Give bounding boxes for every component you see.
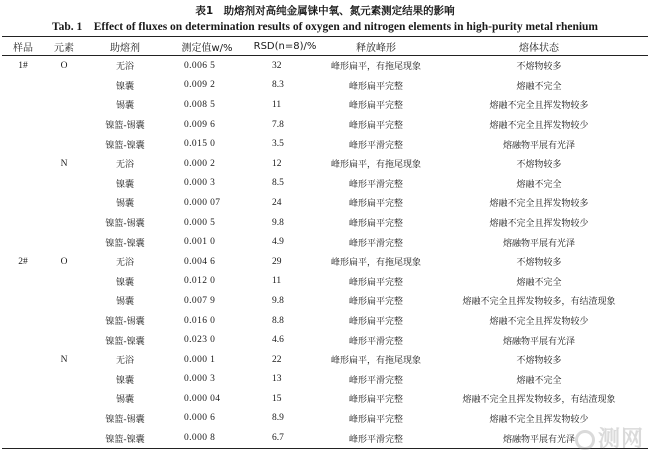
cell-peak: 峰形扁平完整 (348, 219, 403, 230)
cell-peak: 峰形扁平，有拖尾现象 (330, 356, 421, 367)
cell-rsd: 32 (272, 60, 282, 71)
header-element: 元素 (44, 37, 84, 56)
cell-state: 熔融不完全且挥发物较少 (489, 219, 589, 230)
cell-flux: 无浴 (115, 160, 134, 171)
cell-flux: 镍篮-锡囊 (105, 317, 145, 328)
cell-state: 熔融物平展有光泽 (430, 428, 648, 448)
cell-element (44, 193, 84, 213)
cell-peak: 峰形扁平完整 (348, 81, 403, 92)
cell-element (44, 272, 84, 292)
cell-rsd: 11 (272, 276, 282, 287)
header-peak: 释放峰形 (322, 37, 430, 56)
cell-state: 不熔物较多 (516, 258, 562, 269)
cell-value: 0.000 07 (184, 197, 221, 208)
cell-flux: 镍篮-镍囊 (105, 140, 145, 151)
cell-rsd: 3.5 (272, 139, 284, 150)
cell-sample (2, 330, 44, 350)
cell-rsd: 8.3 (272, 80, 284, 91)
cell-sample (2, 350, 44, 370)
table-row (2, 311, 648, 331)
cell-rsd: 29 (272, 256, 282, 267)
cell-flux: 无浴 (115, 356, 134, 367)
header-state: 熔体状态 (430, 37, 648, 56)
cell-rsd: 8.5 (272, 178, 284, 189)
cell-sample (2, 311, 44, 331)
cell-element (44, 330, 84, 350)
cell-state: 熔融物平展有光泽 (502, 140, 575, 151)
table-row (2, 252, 648, 272)
cell-rsd: 24 (272, 197, 282, 208)
table-caption-cn: 表1 助熔剂对高纯金属铼中氧、氮元素测定结果的影响 (195, 5, 455, 17)
cell-element (44, 291, 84, 311)
cell-value: 0.000 6 (184, 413, 216, 424)
cell-sample (2, 370, 44, 390)
table-row (2, 56, 648, 76)
cell-value: 0.008 5 (184, 99, 216, 110)
cell-sample (2, 115, 44, 135)
cell-sample (2, 76, 44, 96)
cell-peak: 峰形扁平完整 (348, 199, 403, 210)
cell-sample: 1# (18, 60, 28, 71)
cell-element (44, 213, 84, 233)
cell-element (44, 115, 84, 135)
cell-peak: 峰形扁平，有拖尾现象 (330, 258, 421, 269)
cell-sample (2, 428, 44, 448)
cell-value: 0.007 9 (184, 295, 216, 306)
cell-element (44, 370, 84, 390)
cell-sample (2, 272, 44, 292)
cell-peak: 峰形扁平完整 (348, 121, 403, 132)
cell-value: 0.004 6 (184, 256, 216, 267)
cell-rsd: 15 (272, 393, 282, 404)
table-row (2, 213, 648, 233)
table-row (2, 174, 648, 194)
cell-sample (2, 95, 44, 115)
cell-rsd: 9.8 (272, 217, 284, 228)
cell-peak: 峰形平滑完整 (348, 336, 403, 347)
cell-sample: 2# (18, 256, 28, 267)
cell-flux: 无浴 (115, 258, 134, 269)
table-row (2, 154, 648, 174)
table-row (2, 272, 648, 292)
cell-state: 熔融不完全且挥发物较少 (489, 414, 589, 425)
table-row (2, 134, 648, 154)
cell-element (44, 76, 84, 96)
cell-peak: 峰形扁平完整 (348, 414, 403, 425)
cell-flux: 镍囊 (115, 277, 134, 288)
cell-state: 不熔物较多 (516, 356, 562, 367)
cell-element (44, 311, 84, 331)
watermark (575, 422, 644, 453)
table-row (2, 76, 648, 96)
cell-flux: 镍囊 (115, 81, 134, 92)
cell-peak: 峰形扁平完整 (348, 101, 403, 112)
cell-peak: 峰形平滑完整 (348, 140, 403, 151)
cell-flux: 镍篮-镍囊 (105, 238, 145, 249)
cell-sample (2, 389, 44, 409)
cell-sample (2, 174, 44, 194)
table-row (2, 291, 648, 311)
cell-state: 熔融不完全且挥发物较多 (489, 199, 589, 210)
cell-value: 0.000 8 (166, 428, 248, 448)
cell-rsd: 4.6 (272, 335, 284, 346)
table-row (2, 409, 648, 429)
cell-element: O (60, 60, 68, 71)
table-row (2, 95, 648, 115)
cell-element (44, 232, 84, 252)
cell-flux: 锡囊 (115, 395, 134, 406)
cell-state: 熔融不完全 (516, 179, 562, 190)
cell-flux: 镍囊 (115, 375, 134, 386)
cell-rsd: 12 (272, 158, 282, 169)
header-flux: 助熔剂 (84, 37, 166, 56)
results-table (2, 36, 648, 449)
cell-value: 0.000 04 (184, 393, 221, 404)
cell-value: 0.000 3 (184, 178, 216, 189)
cell-value: 0.016 0 (184, 315, 216, 326)
cell-value: 0.000 3 (184, 374, 216, 385)
table-row (2, 350, 648, 370)
cell-value: 0.000 5 (184, 217, 216, 228)
cell-value: 0.006 5 (184, 60, 216, 71)
cell-flux: 无浴 (115, 62, 134, 73)
cell-state: 熔融不完全且挥发物较多 (489, 101, 589, 112)
cell-rsd: 6.7 (248, 428, 322, 448)
cell-value: 0.001 0 (184, 237, 216, 248)
cell-peak: 峰形平滑完整 (322, 428, 430, 448)
cell-flux: 镍囊 (115, 179, 134, 190)
table-row (2, 389, 648, 409)
cell-value: 0.012 0 (184, 276, 216, 287)
watermark-text: 测网 (597, 427, 644, 452)
cell-element (44, 428, 84, 448)
cell-state: 不熔物较多 (516, 160, 562, 171)
cell-state: 熔融不完全且挥发物较少 (489, 317, 589, 328)
cell-flux: 锡囊 (115, 297, 134, 308)
cell-flux: 镍篮-镍囊 (84, 428, 166, 448)
cell-sample (2, 409, 44, 429)
cell-state: 熔融不完全 (516, 81, 562, 92)
cell-state: 熔融不完全且挥发物较多，有结渣现象 (462, 297, 616, 308)
cell-flux: 锡囊 (115, 101, 134, 112)
cell-flux: 镍篮-镍囊 (105, 336, 145, 347)
cell-peak: 峰形扁平完整 (348, 277, 403, 288)
cell-peak: 峰形扁平完整 (348, 297, 403, 308)
cell-value: 0.009 2 (184, 80, 216, 91)
cell-sample (2, 134, 44, 154)
cell-sample (2, 232, 44, 252)
cell-peak: 峰形扁平完整 (348, 395, 403, 406)
cell-peak: 峰形平滑完整 (348, 238, 403, 249)
cell-element (44, 389, 84, 409)
cell-rsd: 7.8 (272, 119, 284, 130)
cell-value: 0.000 1 (184, 354, 216, 365)
cell-element: N (60, 158, 68, 169)
cell-element: O (60, 256, 68, 267)
cell-value: 0.009 6 (184, 119, 216, 130)
cell-flux: 锡囊 (115, 199, 134, 210)
cell-rsd: 22 (272, 354, 282, 365)
cell-rsd: 4.9 (272, 237, 284, 248)
table-row (2, 115, 648, 135)
header-rsd: RSD(n=8)/% (248, 37, 322, 56)
cell-flux: 镍篮-锡囊 (105, 414, 145, 425)
cell-peak: 峰形扁平，有拖尾现象 (330, 62, 421, 73)
watermark-logo-icon (575, 430, 595, 450)
header-sample: 样品 (2, 37, 44, 56)
cell-flux: 镍篮-锡囊 (105, 121, 145, 132)
cell-element (44, 409, 84, 429)
cell-state: 熔融不完全 (516, 277, 562, 288)
cell-value: 0.015 0 (184, 139, 216, 150)
cell-sample (2, 291, 44, 311)
cell-peak: 峰形平滑完整 (348, 375, 403, 386)
cell-peak: 峰形扁平完整 (348, 317, 403, 328)
cell-peak: 峰形平滑完整 (348, 179, 403, 190)
cell-sample (2, 193, 44, 213)
table-row (2, 232, 648, 252)
header-value: 测定值w/% (166, 37, 248, 56)
cell-rsd: 9.8 (272, 295, 284, 306)
cell-state: 熔融不完全 (516, 375, 562, 386)
table-body (2, 56, 648, 449)
cell-state: 不熔物较多 (516, 62, 562, 73)
table-row (2, 193, 648, 213)
cell-state: 熔融不完全且挥发物较少 (489, 121, 589, 132)
table-caption-en: Tab. 1 Effect of fluxes on determination results of oxygen and nitrogen elements in high-purity metal rhenium (51, 21, 599, 33)
cell-sample (2, 213, 44, 233)
cell-element (44, 174, 84, 194)
cell-sample (2, 154, 44, 174)
cell-rsd: 8.8 (272, 315, 284, 326)
table-row (2, 428, 648, 448)
cell-element (44, 134, 84, 154)
cell-peak: 峰形扁平，有拖尾现象 (330, 160, 421, 171)
table-row (2, 370, 648, 390)
cell-state: 熔融不完全且挥发物较多，有结渣现象 (462, 395, 616, 406)
cell-state: 熔融物平展有光泽 (502, 238, 575, 249)
table-row (2, 330, 648, 350)
cell-state: 熔融物平展有光泽 (502, 336, 575, 347)
cell-value: 0.000 2 (184, 158, 216, 169)
cell-value: 0.023 0 (184, 335, 216, 346)
cell-flux: 镍篮-锡囊 (105, 219, 145, 230)
cell-rsd: 13 (272, 374, 282, 385)
cell-element: N (60, 354, 68, 365)
cell-rsd: 8.9 (272, 413, 284, 424)
cell-rsd: 11 (272, 99, 282, 110)
table-header-row (2, 37, 648, 56)
cell-element (44, 95, 84, 115)
